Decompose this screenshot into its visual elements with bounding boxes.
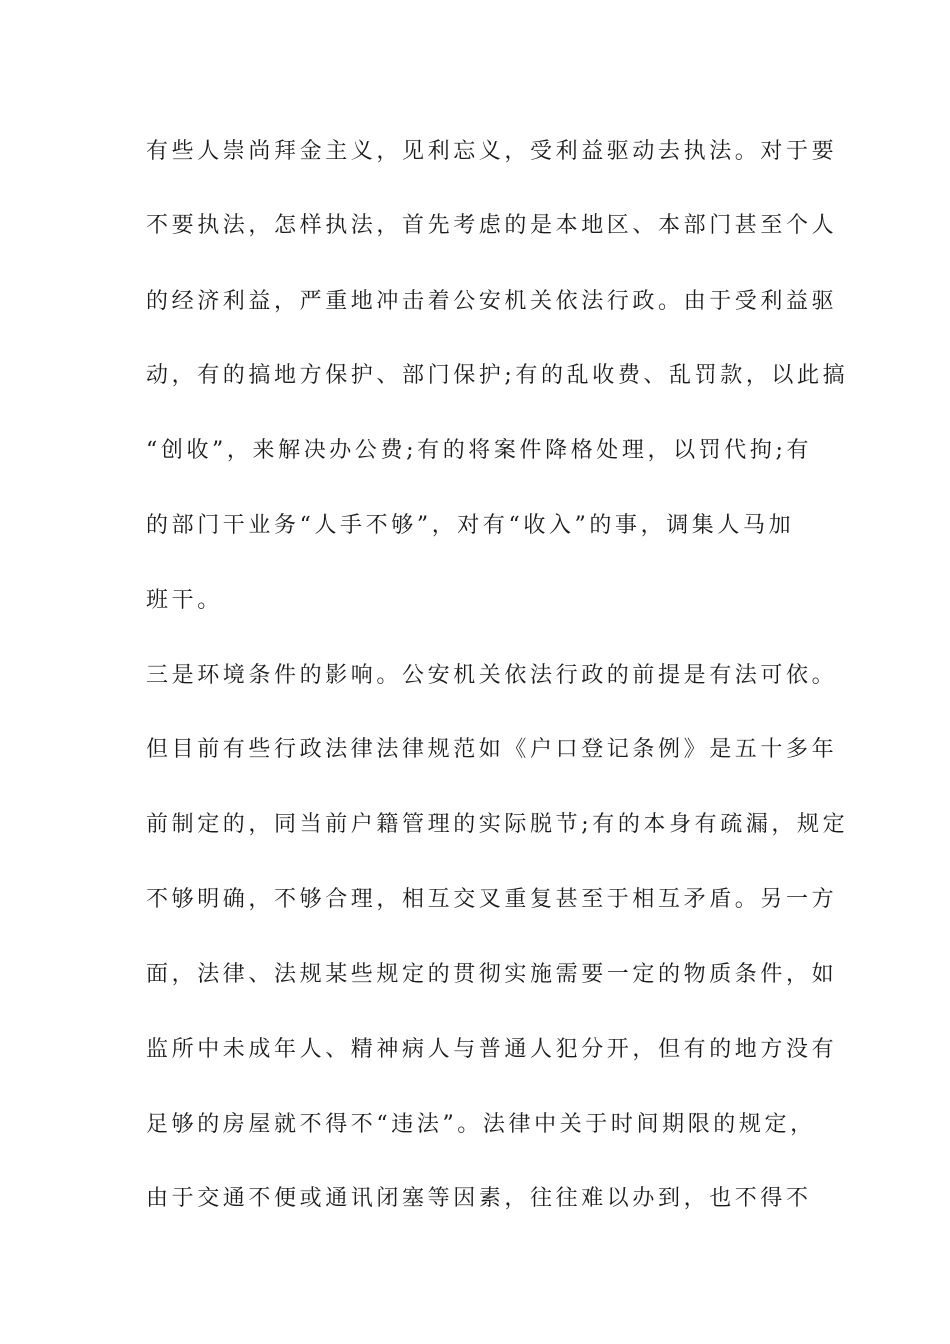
- text-line: 动，有的搞地方保护、部门保护;有的乱收费、乱罚款，以此搞: [146, 363, 849, 388]
- text-line: 不要执法，怎样执法，首先考虑的是本地区、本部门甚至个人: [146, 213, 838, 238]
- text-line: 的部门干业务“人手不够”，对有“收入”的事，调集人马加: [146, 513, 795, 538]
- text-line: 面，法律、法规某些规定的贯彻实施需要一定的物质条件，如: [146, 962, 838, 987]
- text-line: 由于交通不便或通讯闭塞等因素，往往难以办到，也不得不: [146, 1186, 812, 1211]
- text-line: 班干。: [146, 588, 223, 613]
- text-line: “创收”，来解决办公费;有的将案件降格处理，以罚代拘;有: [146, 438, 813, 463]
- text-line: 的经济利益，严重地冲击着公安机关依法行政。由于受利益驱: [146, 289, 838, 314]
- text-line: 不够明确，不够合理，相互交叉重复甚至于相互矛盾。另一方: [146, 887, 838, 912]
- text-line: 监所中未成年人、精神病人与普通人犯分开，但有的地方没有: [146, 1037, 838, 1062]
- text-line: 有些人崇尚拜金主义，见利忘义，受利益驱动去执法。对于要: [146, 139, 838, 164]
- text-line: 足够的房屋就不得不“违法”。法律中关于时间期限的规定，: [146, 1112, 816, 1137]
- text-line: 前制定的，同当前户籍管理的实际脱节;有的本身有疏漏，规定: [146, 812, 849, 837]
- text-line: 但目前有些行政法律法律规范如《户口登记条例》是五十多年: [146, 737, 838, 762]
- text-line: 三是环境条件的影响。公安机关依法行政的前提是有法可依。: [146, 663, 838, 688]
